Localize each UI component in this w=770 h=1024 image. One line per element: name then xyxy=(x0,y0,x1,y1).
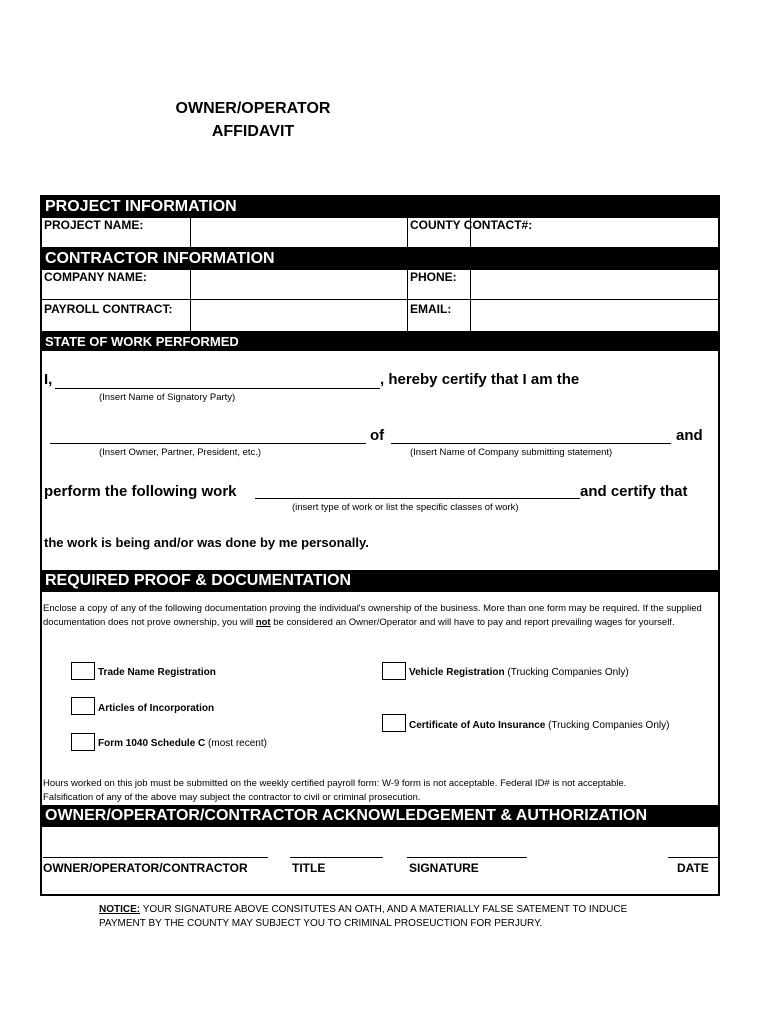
vehicle-registration-label: Vehicle Registration xyxy=(409,667,505,678)
phone-label-cell xyxy=(407,268,471,300)
auto-insurance-option xyxy=(409,720,669,731)
articles-option xyxy=(98,703,214,714)
company-name-label-cell xyxy=(40,268,191,300)
acknowledgement-header: OWNER/OPERATOR/CONTRACTOR ACKNOWLEDGEMENT & AUTHORIZATION xyxy=(40,805,720,827)
title-line[interactable] xyxy=(50,443,366,444)
proof-header: REQUIRED PROOF & DOCUMENTATION xyxy=(40,570,720,592)
vehicle-registration-note: (Trucking Companies Only) xyxy=(504,667,629,678)
auto-insurance-checkbox[interactable] xyxy=(382,714,406,732)
owner-signature-line[interactable] xyxy=(43,857,268,858)
title-line-2: AFFIDAVIT xyxy=(211,123,295,140)
proof-intro-not: not xyxy=(255,617,271,628)
auto-insurance-note: (Trucking Companies Only) xyxy=(545,720,670,731)
trade-name-option xyxy=(98,667,216,678)
title-line-1: OWNER/OPERATOR xyxy=(175,100,331,117)
articles-checkbox[interactable] xyxy=(71,697,95,715)
i-prefix: I, xyxy=(44,371,53,388)
proof-intro xyxy=(43,602,719,630)
perform-text: perform the following work xyxy=(44,483,237,500)
email-label: EMAIL: xyxy=(410,302,452,316)
county-contact-field[interactable] xyxy=(470,216,720,248)
proof-intro-part-2: be considered an Owner/Operator and will have to pay and report prevailing wages for yourself. xyxy=(270,617,675,628)
vehicle-registration-checkbox[interactable] xyxy=(382,662,406,680)
company-name-field[interactable] xyxy=(190,268,408,300)
county-contact-label-cell xyxy=(407,216,533,248)
notice xyxy=(99,903,709,931)
company-line[interactable] xyxy=(391,443,671,444)
vehicle-registration-option xyxy=(409,667,629,678)
payroll-contract-label: PAYROLL CONTRACT: xyxy=(44,302,173,316)
proof-intro-part-1: Enclose a copy of any of the following documentation proving the individual's ownership of the business. More than one form may be required. If the supplied documentation does not prove ownership, you will xyxy=(43,603,702,628)
email-field[interactable] xyxy=(470,299,720,332)
company-hint: (Insert Name of Company submitting statement) xyxy=(410,447,613,458)
project-name-field[interactable] xyxy=(190,216,408,248)
document-title xyxy=(150,97,356,143)
payroll-contract-field[interactable] xyxy=(190,299,408,332)
signatory-hint: (Insert Name of Signatory Party) xyxy=(99,392,236,403)
signatory-name-line[interactable] xyxy=(55,388,380,389)
state-of-work-header: STATE OF WORK PERFORMED xyxy=(40,332,720,351)
owner-label: OWNER/OPERATOR/CONTRACTOR xyxy=(43,861,248,875)
form-1040-label: Form 1040 Schedule C xyxy=(98,738,206,749)
signature-label: SIGNATURE xyxy=(409,861,479,875)
articles-label: Articles of Incorporation xyxy=(98,703,215,714)
notice-label: NOTICE: xyxy=(99,904,141,915)
county-contact-label: COUNTY CONTACT#: xyxy=(410,218,533,232)
title-label: TITLE xyxy=(292,861,326,875)
work-line[interactable] xyxy=(255,498,580,499)
work-hint: (insert type of work or list the specific classes of work) xyxy=(292,502,519,513)
title-signature-line[interactable] xyxy=(290,857,383,858)
project-info-header: PROJECT INFORMATION xyxy=(40,196,720,218)
project-name-label: PROJECT NAME: xyxy=(44,218,144,232)
form-1040-option xyxy=(98,738,267,749)
certify-text: , hereby certify that I am the xyxy=(380,371,580,388)
signature-line[interactable] xyxy=(407,857,527,858)
notice-text-1: YOUR SIGNATURE ABOVE CONSITUTES AN OATH, AND A MATERIALLY FALSE SATEMENT TO INDUCE xyxy=(140,904,628,915)
form-1040-checkbox[interactable] xyxy=(71,733,95,751)
proof-footer xyxy=(43,777,719,805)
and-text: and xyxy=(676,427,703,444)
notice-line-2: PAYMENT BY THE COUNTY MAY SUBJECT YOU TO CRIMINAL PROSEUCTION FOR PERJURY. xyxy=(99,918,543,929)
company-name-label: COMPANY NAME: xyxy=(44,270,147,284)
certify-that-text: and certify that xyxy=(580,483,688,500)
notice-line-1 xyxy=(99,903,709,917)
phone-field[interactable] xyxy=(470,268,720,300)
phone-label: PHONE: xyxy=(410,270,457,284)
project-name-label-cell xyxy=(40,216,191,248)
proof-footer-line-2: Falsification of any of the above may subject the contractor to civil or criminal prosecution. xyxy=(43,792,421,803)
proof-footer-line-1: Hours worked on this job must be submitted on the weekly certified payroll form: W-9 form is not acceptable. Federal ID# is not acceptable. xyxy=(43,778,627,789)
form-1040-note: (most recent) xyxy=(205,738,267,749)
email-label-cell xyxy=(407,299,471,332)
title-hint: (Insert Owner, Partner, President, etc.) xyxy=(99,447,262,458)
of-text: of xyxy=(370,427,385,444)
date-line[interactable] xyxy=(668,857,718,858)
personally-text: the work is being and/or was done by me personally. xyxy=(44,535,369,550)
payroll-contract-label-cell xyxy=(40,299,191,332)
trade-name-checkbox[interactable] xyxy=(71,662,95,680)
contractor-info-header: CONTRACTOR INFORMATION xyxy=(40,248,720,270)
date-label: DATE xyxy=(677,861,709,875)
trade-name-label: Trade Name Registration xyxy=(98,667,216,678)
auto-insurance-label: Certificate of Auto Insurance xyxy=(409,720,546,731)
